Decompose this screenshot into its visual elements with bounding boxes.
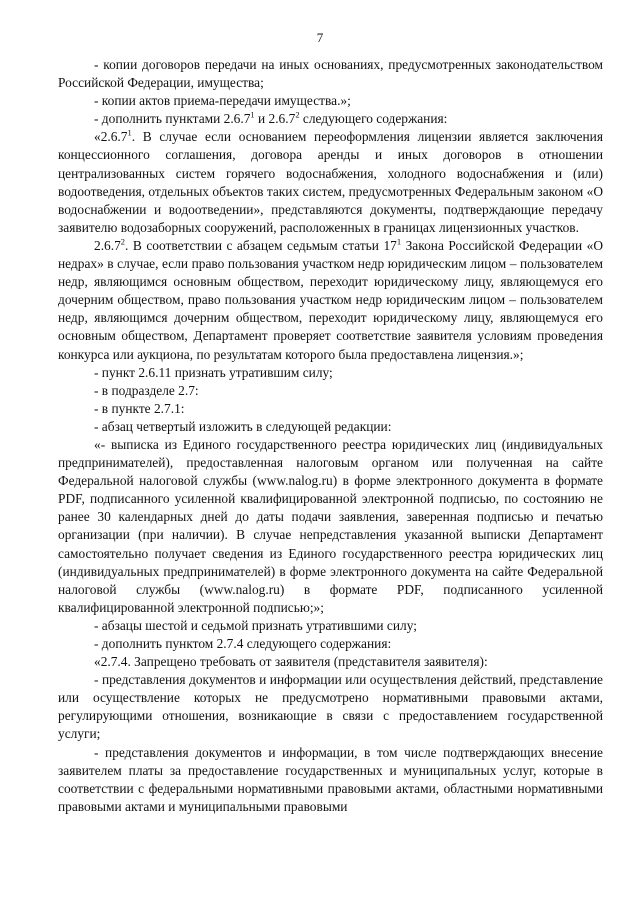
document-body [58, 56, 603, 816]
paragraph-acts-copies: - копии актов приема-передачи имущества.»; [94, 93, 351, 109]
paragraph-subsection-2-7: - в подразделе 2.7: [94, 382, 199, 398]
paragraph-item-2-6-7-1: «2.6.7$^1$. В случае если основанием переоформления лицензии является заключения концессионного соглашения, договора аренды и иных договоров в отношении централизованных систем горячего водоснабжения, холодного водоснабжения и (или) водоотведения, отдельных объектов таких систем, предусмотренных Федеральным законом «О водоснабжении и водоотведении», представляются документы, подтверждающие передачу заявителю водозаборных сооружений, расположенных в границах лицензионных участков. [58, 127, 603, 235]
paragraph-item-2-6-7-2: 2.6.7$^2$. В соответствии с абзацем седьмым статьи $17^1$ Закона Российской Федерации «О недрах» в случае, если право пользования участком недр юридическим лицом – пользователем недр, являющимся основным обществом, переходит юридическому лицу, являющемуся его дочерним обществом, право пользования участком недр юридическим лицом – пользователем недр, являющимся дочерним обществом, переходит юридическому лицу, являющемуся его основным обществом, Департамент проверяет соответствие заявителя условиям проведения конкурса или аукциона, по результатам которого была предоставлена лицензия.»; [58, 236, 603, 362]
paragraph-egrul-extract: «- выписка из Единого государственного реестра юридических лиц (индивидуальных предпринимателей), предоставленная налоговым органом или полученная на сайте Федеральной налоговой службы (www.nalog.ru) в форме электронного документа в формате PDF, подписанного усиленной квалифицированной электронной подписью, по состоянию не ранее 30 календарных дней до даты подачи заявления, заверенная подписью и печатью организации (при наличии). В случае непредставления указанной выписки Департамент самостоятельно получает сведения из Единого государственного реестра юридических лиц (индивидуальных предпринимателей) в форме электронного документа на сайте Федеральной налоговой службы (www.nalog.ru) в формате PDF, подписанного усиленной квалифицированной электронной подписью;»; [58, 436, 603, 615]
paragraph-prohibited-docs: - представления документов и информации или осуществления действий, представление или осуществление которых не предусмотрено нормативными правовыми актами, регулирующими отношения, возникающие в связи с предоставлением государственной услуги; [58, 672, 603, 742]
paragraph-contracts-copies: - копии договоров передачи на иных основаниях, предусмотренных законодательством Российской Федерации, имущества; [58, 57, 603, 91]
paragraph-item-2-7-4: «2.7.4. Запрещено требовать от заявителя (представителя заявителя): [94, 654, 488, 670]
paragraph-item-2-6-11-void: - пункт 2.6.11 признать утратившим силу; [94, 364, 333, 380]
paragraph-prohibited-payment-docs: - представления документов и информации, в том числе подтверждающих внесение заявителем платы за предоставление государственных и муниципальных услуг, которые в соответствии с федеральными нормативными правовыми актами, областными нормативными правовыми актами и муниципальными правовыми [58, 744, 603, 814]
paragraph-fourth-abzac: - абзац четвертый изложить в следующей редакции: [94, 418, 392, 434]
paragraph-add-item-2-7-4: - дополнить пунктом 2.7.4 следующего содержания: [94, 636, 392, 651]
paragraph-item-2-7-1: - в пункте 2.7.1: [94, 400, 185, 416]
page-number: 7 [316, 30, 324, 45]
paragraph-sixth-seventh-void: - абзацы шестой и седьмой признать утратившими силу; [94, 617, 417, 633]
paragraph-add-items-2-6-7: - дополнить пунктами 2.6.7$^1$ и 2.6.7$^2$ следующего содержания: [94, 109, 448, 127]
